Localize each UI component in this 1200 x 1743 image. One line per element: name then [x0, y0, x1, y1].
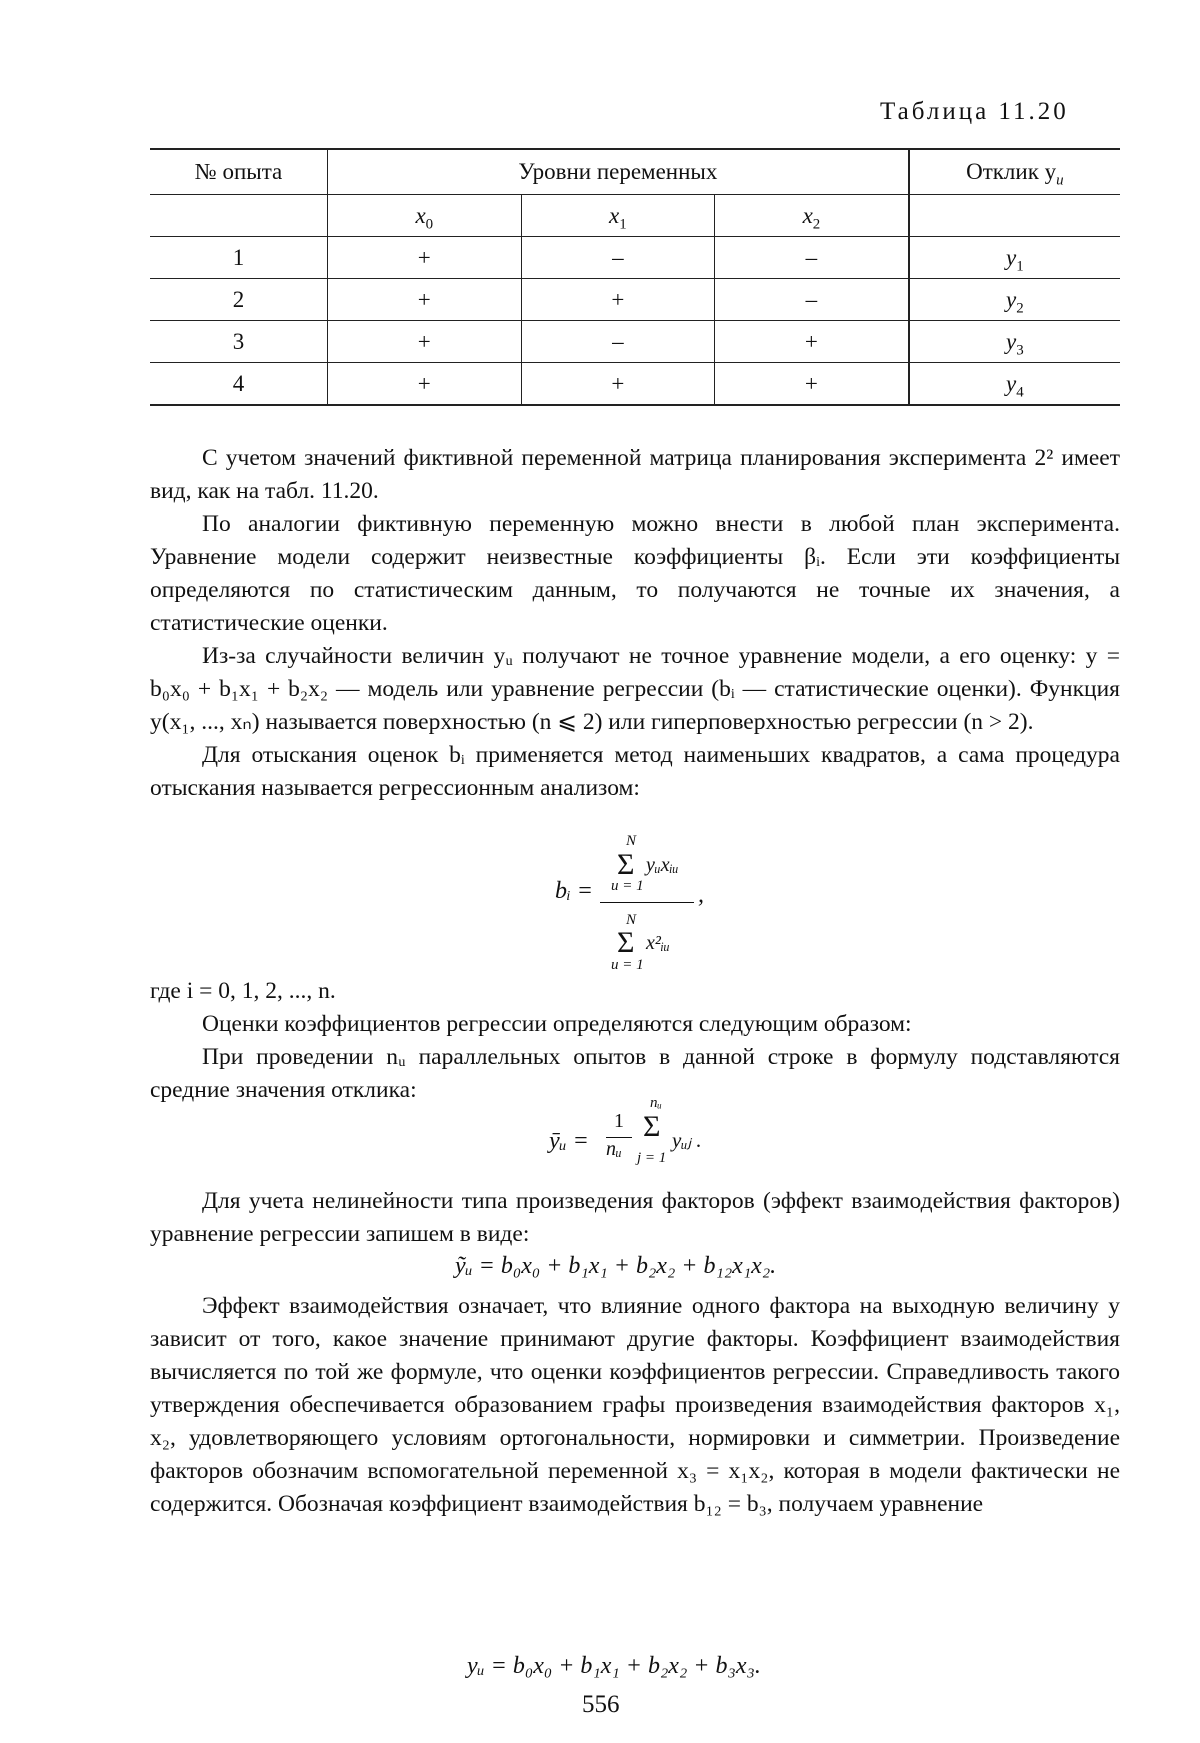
- cell-x2: +: [715, 363, 909, 406]
- formula2-lower: j = 1: [637, 1150, 667, 1166]
- formula2-term: yᵤⱼ .: [672, 1128, 702, 1152]
- cell-x1: +: [521, 363, 715, 406]
- formula1-den-upper: N: [626, 912, 637, 928]
- table-row: [150, 363, 1120, 406]
- formula1-fraction-bar: [600, 902, 694, 903]
- table-caption: Таблица 11.20: [880, 98, 1069, 125]
- formula2-upper: nᵤ: [650, 1095, 662, 1111]
- text-block-1: [150, 442, 1120, 805]
- header-trial: № опыта: [194, 159, 283, 184]
- formula2-frac-den: nᵤ: [606, 1138, 622, 1160]
- paragraph-interaction-effect: Эффект взаимодействия означает, что влияние одного фактора на выходную величину y зависит от того, какое значение принимают другие факторы. Коэффициент взаимодействия вычисляется по той же формуле, что оценки коэффициентов регрессии. Справедливость такого утверждения обеспечивается образованием графы произведения взаимодействия факторов x₁, x₂, удовлетворяющего условиям ортогональности, нормировки и симметрии. Произведение факторов обозначим вспомогательной переменной x₃ = x₁x₂, которая в модели фактически не содержится. Обозначая коэффициент взаимодействия b₁₂ = b₃, получаем уравнение: [150, 1293, 1120, 1517]
- paragraph-plan-matrix: С учетом значений фиктивной переменной матрица планирования эксперимента 2² имеет вид, как на табл. 11.20.: [150, 445, 1120, 504]
- cell-x0: +: [328, 237, 522, 279]
- header-response: Отклик $y_u$: [909, 149, 1120, 195]
- formula1-den-lower: u = 1: [611, 957, 644, 973]
- cell-x1: –: [521, 237, 715, 279]
- formula1-num-lower: u = 1: [611, 878, 644, 894]
- subheader-empty: [150, 195, 328, 237]
- cell-x1: +: [521, 279, 715, 321]
- formula-regression-interaction: ỹᵤ = b₀x₀ + b₁x₁ + b₂x₂ + b₁₂x₁x₂.: [455, 1253, 777, 1279]
- formula1-num-sigma: Σ: [617, 848, 635, 881]
- paragraph-parallel-trials: При проведении nᵤ параллельных опытов в данной строке в формулу подставляются средние значения отклика:: [150, 1044, 1120, 1103]
- page-number: 556: [582, 1691, 620, 1718]
- formula1-comma: ,: [698, 882, 704, 908]
- subheader-response-empty: [909, 195, 1120, 237]
- paragraph-nonlinearity: Для учета нелинейности типа произведения факторов (эффект взаимодействия факторов) уравнение регрессии запишем в виде:: [150, 1188, 1120, 1247]
- formula1-den-sigma: Σ: [617, 926, 635, 959]
- paragraph-fictive-variable: По аналогии фиктивную переменную можно внести в любой план эксперимента. Уравнение модели содержит неизвестные коэффициенты βᵢ. Если эти коэффициенты определяются по статистическим данным, то получаются не точные их значения, а статистические оценки.: [150, 511, 1120, 636]
- formula2-frac-num: 1: [614, 1110, 624, 1132]
- cell-x0: +: [328, 363, 522, 406]
- table-row: [150, 237, 1120, 279]
- formula1-num-upper: N: [626, 833, 637, 849]
- subheader-x2: $x_2$: [715, 195, 909, 237]
- paragraph-least-squares: Для отыскания оценок bᵢ применяется метод наименьших квадратов, а сама процедура отыскания называется регрессионным анализом:: [150, 742, 1120, 801]
- header-levels: Уровни переменных: [328, 149, 909, 195]
- table-subheader-row: [150, 195, 1120, 237]
- paragraph-regression-estimate: Из-за случайности величин yᵤ получают не точное уравнение модели, а его оценку: y = b₀x₀ + b₁x₁ + b₂x₂ — модель или уравнение регрессии (bᵢ — статистические оценки). Функция y(x₁, ..., xₙ) называется поверхностью (n ⩽ 2) или гиперповерхностью регрессии (n > 2).: [150, 643, 1120, 735]
- table-row: [150, 321, 1120, 363]
- subheader-x0: $x_0$: [328, 195, 522, 237]
- cell-x2: –: [715, 237, 909, 279]
- formula1-num-term: yᵤxᵢᵤ: [646, 854, 679, 876]
- cell-trial: 4: [232, 370, 245, 396]
- cell-x2: –: [715, 279, 909, 321]
- formula1-lhs: bᵢ =: [555, 878, 593, 904]
- paragraph-where: где i = 0, 1, 2, ..., n.: [150, 978, 336, 1004]
- cell-response: $y_2$: [909, 279, 1120, 321]
- table-row: [150, 279, 1120, 321]
- cell-x0: +: [328, 321, 522, 363]
- cell-trial: 2: [232, 286, 245, 312]
- cell-x2: +: [715, 321, 909, 363]
- experiment-plan-table: [150, 148, 1120, 406]
- paragraph-coefficients: Оценки коэффициентов регрессии определяются следующим образом:: [202, 1011, 912, 1037]
- cell-x0: +: [328, 279, 522, 321]
- text-block-3: [150, 1185, 1120, 1251]
- cell-x1: –: [521, 321, 715, 363]
- cell-response: $y_1$: [909, 237, 1120, 279]
- formula1-den-term: x²ᵢᵤ: [646, 932, 670, 954]
- text-block-4: [150, 1290, 1120, 1521]
- table-header-row: [150, 149, 1120, 195]
- subheader-x1: $x_1$: [521, 195, 715, 237]
- formula2-lhs: ȳᵤ =: [549, 1128, 589, 1154]
- cell-response: $y_3$: [909, 321, 1120, 363]
- formula-regression-final: yᵤ = b₀x₀ + b₁x₁ + b₂x₂ + b₃x₃.: [467, 1653, 761, 1679]
- cell-response: $y_4$: [909, 363, 1120, 406]
- cell-trial: 3: [232, 328, 245, 354]
- formula2-sigma: Σ: [643, 1110, 661, 1143]
- cell-trial: 1: [232, 244, 245, 270]
- text-block-2: [150, 975, 1120, 1107]
